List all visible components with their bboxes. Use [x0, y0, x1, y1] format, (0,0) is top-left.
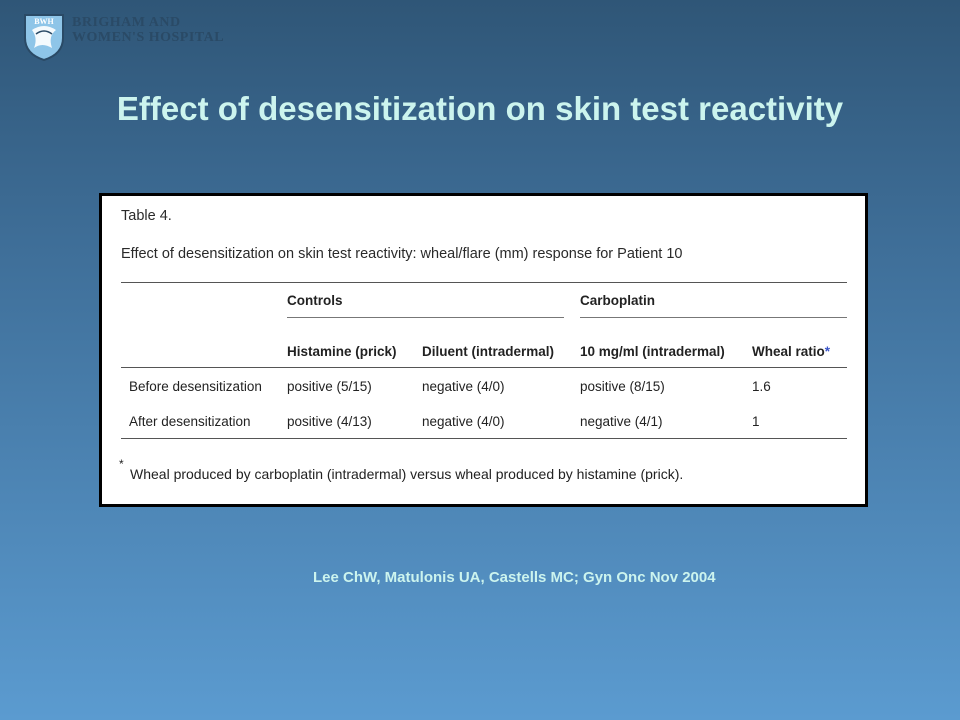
cell-before-diluent: negative (4/0)	[422, 379, 505, 394]
table-label: Table 4.	[121, 208, 172, 224]
shield-icon	[22, 12, 66, 62]
logo-badge-text: BWH	[34, 17, 54, 26]
col-header-wheal-ratio: Wheal ratio*	[752, 344, 831, 359]
row-label-before: Before desensitization	[129, 379, 262, 394]
table-caption: Effect of desensitization on skin test reactivity: wheal/flare (mm) response for Patient 10	[121, 246, 683, 262]
table-bottom-rule	[121, 438, 847, 439]
hospital-logo	[22, 12, 224, 62]
wheal-ratio-marker: *	[824, 344, 831, 359]
cell-after-carboplatin: negative (4/1)	[580, 414, 663, 429]
col-header-carboplatin-dose: 10 mg/ml (intradermal)	[580, 344, 725, 359]
group-header-carboplatin: Carboplatin	[580, 293, 656, 308]
cell-before-wheal-ratio: 1.6	[752, 379, 771, 394]
cell-after-diluent: negative (4/0)	[422, 414, 505, 429]
slide-title: Effect of desensitization on skin test reactivity	[116, 90, 844, 127]
logo-line-1: BRIGHAM AND	[72, 15, 181, 30]
col-header-diluent: Diluent (intradermal)	[422, 344, 555, 359]
logo-wordmark	[72, 15, 224, 45]
table-image	[99, 193, 868, 507]
table-top-rule	[121, 282, 847, 283]
cell-before-carboplatin: positive (8/15)	[580, 379, 665, 394]
cell-after-wheal-ratio: 1	[752, 414, 760, 429]
cell-after-histamine: positive (4/13)	[287, 414, 372, 429]
logo-line-2: WOMEN'S HOSPITAL	[72, 30, 225, 45]
cell-before-histamine: positive (5/15)	[287, 379, 372, 394]
group-header-controls: Controls	[287, 293, 343, 308]
footnote-marker: *	[119, 457, 124, 471]
carboplatin-rule	[580, 317, 847, 318]
controls-rule	[287, 317, 564, 318]
col-header-histamine: Histamine (prick)	[287, 344, 397, 359]
row-label-after: After desensitization	[129, 414, 251, 429]
header-rule	[121, 367, 847, 368]
citation: Lee ChW, Matulonis UA, Castells MC; Gyn Onc Nov 2004	[313, 569, 716, 586]
table-footnote: Wheal produced by carboplatin (intradermal) versus wheal produced by histamine (prick).	[130, 466, 684, 482]
